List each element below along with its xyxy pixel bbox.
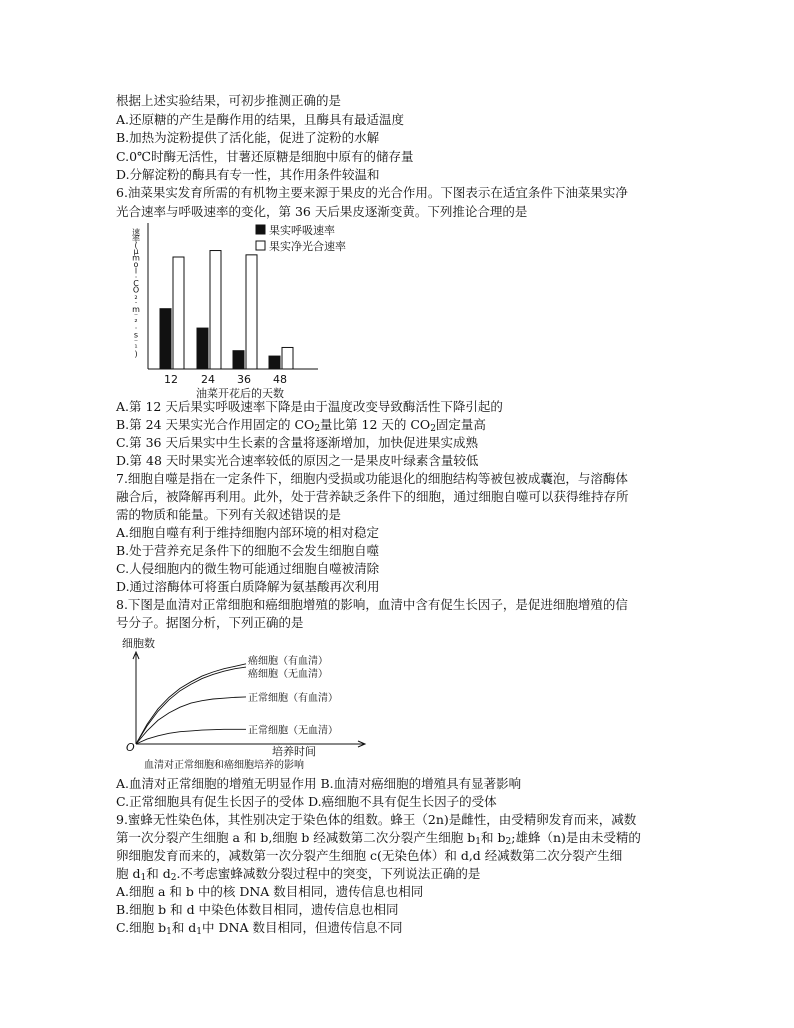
q8-chart-y-axis-label: 细胞数: [122, 637, 155, 650]
q9-option-c-subscript-1: 1: [166, 927, 172, 937]
q6-chart-y-label-char: l: [134, 266, 138, 276]
q8-line-chart: [114, 634, 404, 772]
growth-curve: [136, 667, 246, 744]
respiration-rate-bar: [233, 351, 244, 369]
net-photosynthesis-bar: [282, 347, 293, 369]
curve-label: 正常细胞（有血清）: [248, 692, 338, 704]
q6-chart-x-tick-label: 24: [201, 373, 215, 386]
q6-chart-y-label-char: ·: [134, 272, 138, 282]
q8-options-a-b: A.血清对正常细胞的增殖无明显作用 B.血清对癌细胞的增殖具有显著影响: [116, 776, 522, 791]
q6-chart-x-tick-label: 12: [164, 373, 178, 386]
q6-bar-chart: [128, 223, 368, 401]
q5-option-c: C.0℃时酶无活性，甘薯还原糖是细胞中原有的储存量: [116, 149, 414, 164]
q6-chart-legend: [256, 223, 346, 253]
q8-chart-series: [136, 654, 338, 744]
q9-option-c-part-3: 中 DNA 数目相同，但遗传信息不同: [202, 920, 403, 935]
q6-chart-y-label-char: ·: [134, 298, 138, 308]
q6-chart-x-tick-label: 48: [273, 373, 287, 386]
q9-option-b: B.细胞 b 和 d 中染色体数目相同，遗传信息也相同: [116, 902, 399, 917]
q6-stem-line-1: 6.油菜果实发育所需的有机物主要来源于果皮的光合作用。下图表示在适宜条件下油菜果实净: [116, 185, 628, 200]
curve-label: 正常细胞（无血清）: [248, 725, 338, 737]
q6-chart-y-label-char: ¹: [134, 343, 138, 353]
curve-label: 癌细胞（有血清）: [248, 655, 328, 667]
q9-stem-line-4: [116, 865, 480, 883]
q9-line-2-subscript-1: 1: [475, 837, 482, 847]
legend-label: 果实净光合速率: [269, 240, 346, 253]
q6-chart-y-label-char: m: [132, 253, 140, 263]
q9-line-4-part-2: 和 d: [146, 866, 171, 881]
q7-option-b: B.处于营养充足条件下的细胞不会发生细胞自噬: [116, 543, 380, 558]
q6-chart-x-tick-label: 36: [237, 373, 251, 386]
net-photosynthesis-bar: [210, 251, 221, 369]
q6-option-b-subscript-2: 2: [430, 424, 436, 434]
q7-option-c: C.人侵细胞内的微生物可能通过细胞自噬被清除: [116, 561, 380, 576]
q6-chart-y-label-char: o: [133, 260, 139, 269]
respiration-rate-bar: [160, 309, 171, 369]
legend-label: 果实呼吸速率: [269, 224, 335, 237]
q6-chart-y-axis-label: [132, 227, 140, 359]
curve-label: 癌细胞（无血清）: [248, 669, 328, 681]
q7-stem-line-1: 7.细胞自噬是指在一定条件下，细胞内受损或功能退化的细胞结构等被包被成囊泡，与溶酶体: [116, 471, 628, 486]
q8-stem-line-1: 8.下图是血清对正常细胞和癌细胞增殖的影响，血清中含有促生长因子，是促进细胞增殖的信: [116, 597, 628, 612]
q8-stem-line-2: 号分子。据图分析，下列正确的是: [116, 615, 304, 630]
q6-chart-y-label-char: C: [133, 279, 139, 289]
growth-curve: [136, 729, 246, 744]
intro-line: 根据上述实验结果，可初步推测正确的是: [116, 93, 342, 108]
q9-line-4-part-3: .不考虑蜜蜂减数分裂过程中的突变，下列说法正确的是: [176, 866, 481, 881]
q9-option-c-part-2: 和 d: [171, 920, 197, 935]
net-photosynthesis-bar: [246, 255, 257, 369]
q9-stem-line-1: 9.蜜蜂无性染色体，其性别决定于染色体的组数。蜂王（2n)是雌性，由受精卵发育而来，减数: [116, 812, 637, 827]
q9-line-2-part-1: 第一次分裂产生细胞 a 和 b,细胞 b 经减数第二次分裂产生细胞 b: [116, 830, 476, 845]
respiration-rate-bar: [269, 356, 280, 369]
q6-option-b-part-1: B.第 24 天果实光合作用固定的 CO: [116, 417, 315, 432]
q7-stem-line-2: 融合后，被降解再利用。此外，处于营养缺乏条件下的细胞，通过细胞自噬可以获得维持存所: [116, 489, 629, 504]
q9-stem-line-2: [116, 829, 641, 847]
q6-stem-line-2: 光合速率与呼吸速率的变化，第 36 天后果皮逐渐变黄。下列推论合理的是: [116, 204, 528, 219]
q5-option-b: B.加热为淀粉提供了活化能，促进了淀粉的水解: [116, 130, 380, 145]
q7-option-d: D.通过溶酶体可将蛋白质降解为氨基酸再次利用: [116, 579, 380, 594]
q6-option-b-part-2: 量比第 12 天的 CO: [320, 417, 431, 432]
q9-line-2-part-2: 和 b: [481, 830, 506, 845]
q6-option-b: [116, 416, 486, 434]
q6-chart-y-label-char: μ: [133, 247, 139, 257]
q6-option-c: C.第 36 天后果实中生长素的含量将逐渐增加，加快促进果实成熟: [116, 435, 478, 450]
q9-option-c-subscript-2: 1: [196, 927, 203, 937]
q6-chart-y-label-char: 速: [132, 228, 140, 237]
q6-chart-y-label-char: (: [134, 240, 138, 250]
q6-option-b-part-3: 固定量高: [435, 417, 486, 432]
net-photosynthesis-bar: [173, 257, 184, 369]
q9-stem-line-3: 卵细胞发育而来的，减数第一次分裂产生细胞 c(无染色体）和 d,d 经减数第二次分裂产生细: [116, 848, 623, 863]
legend-swatch: [256, 241, 265, 250]
q8-chart-x-axis-label: 培养时间: [272, 745, 316, 758]
q6-chart-bars: [160, 251, 293, 369]
q9-option-a: A.细胞 a 和 b 中的核 DNA 数目相同，遗传信息也相同: [116, 884, 424, 899]
respiration-rate-bar: [197, 328, 208, 369]
q8-options-c-d: C.正常细胞具有促生长因子的受体 D.癌细胞不具有促生长因子的受体: [116, 794, 497, 809]
q9-line-2-subscript-2: 2: [505, 837, 512, 847]
q6-chart-y-label-char: O: [132, 285, 140, 295]
q8-chart-caption: 血清对正常细胞和癌细胞培养的影响: [144, 760, 304, 771]
q6-chart-y-label-char: 率: [132, 234, 140, 244]
q6-chart-y-label-char: ·: [134, 324, 138, 333]
q6-chart-x-ticks: [164, 373, 287, 386]
q9-line-4-subscript-1: 1: [140, 873, 147, 883]
q5-option-d: D.分解淀粉的酶具有专一性，其作用条件较温和: [116, 167, 380, 182]
q9-line-2-part-3: ;雄蜂（n)是由未受精的: [511, 830, 641, 845]
q6-chart-y-label-char: ⁻: [133, 336, 139, 346]
q6-chart-y-label-char: ): [134, 349, 138, 359]
q6-option-b-subscript-1: 2: [314, 424, 321, 434]
q6-chart-y-label-char: s: [133, 330, 139, 340]
q7-stem-line-3: 需的物质和能量。下列有关叙述错误的是: [116, 507, 342, 522]
q6-option-a: A.第 12 天后果实呼吸速率下降是由于温度改变导致酶活性下降引起的: [116, 399, 503, 414]
q9-option-c: [116, 919, 402, 937]
growth-curve: [136, 697, 246, 744]
q9-line-4-subscript-2: 2: [170, 873, 177, 883]
q6-chart-y-label-char: ⁻: [133, 311, 139, 321]
legend-swatch: [256, 225, 265, 234]
q6-chart-x-axis-label: 油菜开花后的天数: [196, 387, 284, 400]
q6-chart-y-label-char: ²: [134, 317, 138, 327]
q6-chart-y-label-char: ₂: [134, 292, 138, 301]
q6-chart-y-label-char: m: [132, 304, 140, 314]
q8-chart-origin-label: O: [126, 741, 135, 754]
q9-option-c-part-1: C.细胞 b: [116, 920, 167, 935]
q6-option-d: D.第 48 天时果实光合速率较低的原因之一是果皮叶绿素含量较低: [116, 453, 479, 468]
q7-option-a: A.细胞自噬有利于维持细胞内部环境的相对稳定: [116, 525, 380, 540]
growth-curve: [136, 664, 246, 744]
q5-option-a: A.还原糖的产生是酶作用的结果，且酶具有最适温度: [116, 112, 405, 127]
q9-line-4-part-1: 胞 d: [116, 866, 141, 881]
